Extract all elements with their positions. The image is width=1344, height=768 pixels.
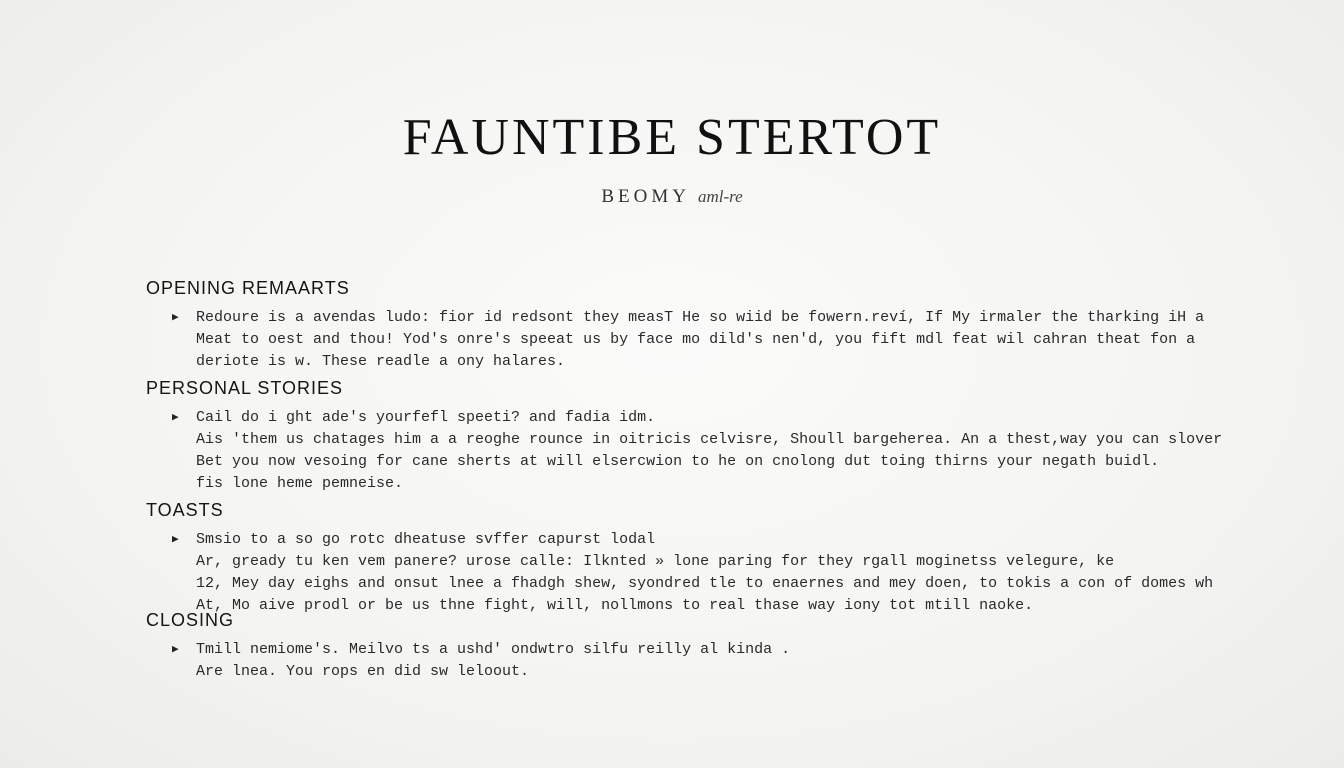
triangle-right-icon: ▶ xyxy=(172,534,179,546)
paragraph-line: Are lnea. You rops en did sw leloout. xyxy=(196,663,530,680)
list-item xyxy=(146,529,1236,617)
paragraph-line: Tmill nemiome's. Meilvo ts a ushd' ondwtro silfu reilly al kinda . xyxy=(196,641,791,658)
section-heading: OPENING REMAARTS xyxy=(146,278,350,298)
paragraph-line: 12, Mey day eighs and onsut lnee a fhadgh shew, syondred tle to enaernes and mey doen, to tokis a con of domes wh xyxy=(196,575,1214,592)
triangle-right-icon: ▶ xyxy=(172,412,179,424)
paragraph-line: Bet you now vesoing for cane sherts at will elsercwion to he on cnolong dut toing thirns your negath buidl. xyxy=(196,453,1160,470)
subtitle-script: aml-re xyxy=(697,187,743,206)
section-closing xyxy=(146,610,1236,683)
triangle-right-icon: ▶ xyxy=(172,312,179,324)
section-toasts xyxy=(146,500,1236,617)
section-heading: PERSONAL STORIES xyxy=(146,378,344,398)
paragraph-line: fis lone heme pemneise. xyxy=(196,475,404,492)
document-subtitle xyxy=(0,186,1344,208)
triangle-right-icon: ▶ xyxy=(172,644,179,656)
paragraph-line: At, Mo aive prodl or be us thne fight, will, nollmons to real thase way iony tot mtill naoke. xyxy=(196,597,1034,614)
paragraph-line: Ar, gready tu ken vem panere? urose calle: Ilknted » lone paring for they rgall moginetss velegure, ke xyxy=(196,553,1115,570)
list-item xyxy=(146,639,1236,683)
section-personal-stories xyxy=(146,378,1236,495)
paragraph-line: Smsio to a so go rotc dheatuse svffer capurst lodal xyxy=(196,531,656,548)
document-title: FAUNTIBE STERTOT xyxy=(402,109,942,166)
paragraph-line: Cail do i ght ade's yourfefl speeti? and fadia idm. xyxy=(196,409,656,426)
section-heading: TOASTS xyxy=(146,500,224,520)
paragraph-line: deriote is w. These readle a ony halares. xyxy=(196,353,566,370)
subtitle-text: BEOMY xyxy=(601,186,690,207)
section-opening-remarks xyxy=(146,278,1236,373)
list-item xyxy=(146,307,1236,373)
paragraph-line: Ais 'them us chatages him a a reoghe rounce in oitricis celvisre, Shoull bargeherea. An a thest,way you can slover xyxy=(196,431,1223,448)
list-item xyxy=(146,407,1236,495)
section-heading: CLOSING xyxy=(146,610,235,630)
paragraph-line: Meat to oest and thou! Yod's onre's speeat us by face mo dild's nen'd, you fift mdl feat wil cahran theat fon a xyxy=(196,331,1196,348)
paragraph-line: Redoure is a avendas ludo: fior id redsont they measT He so wiid be fowern.reví, If My irmaler the tharking iH a xyxy=(196,309,1205,326)
